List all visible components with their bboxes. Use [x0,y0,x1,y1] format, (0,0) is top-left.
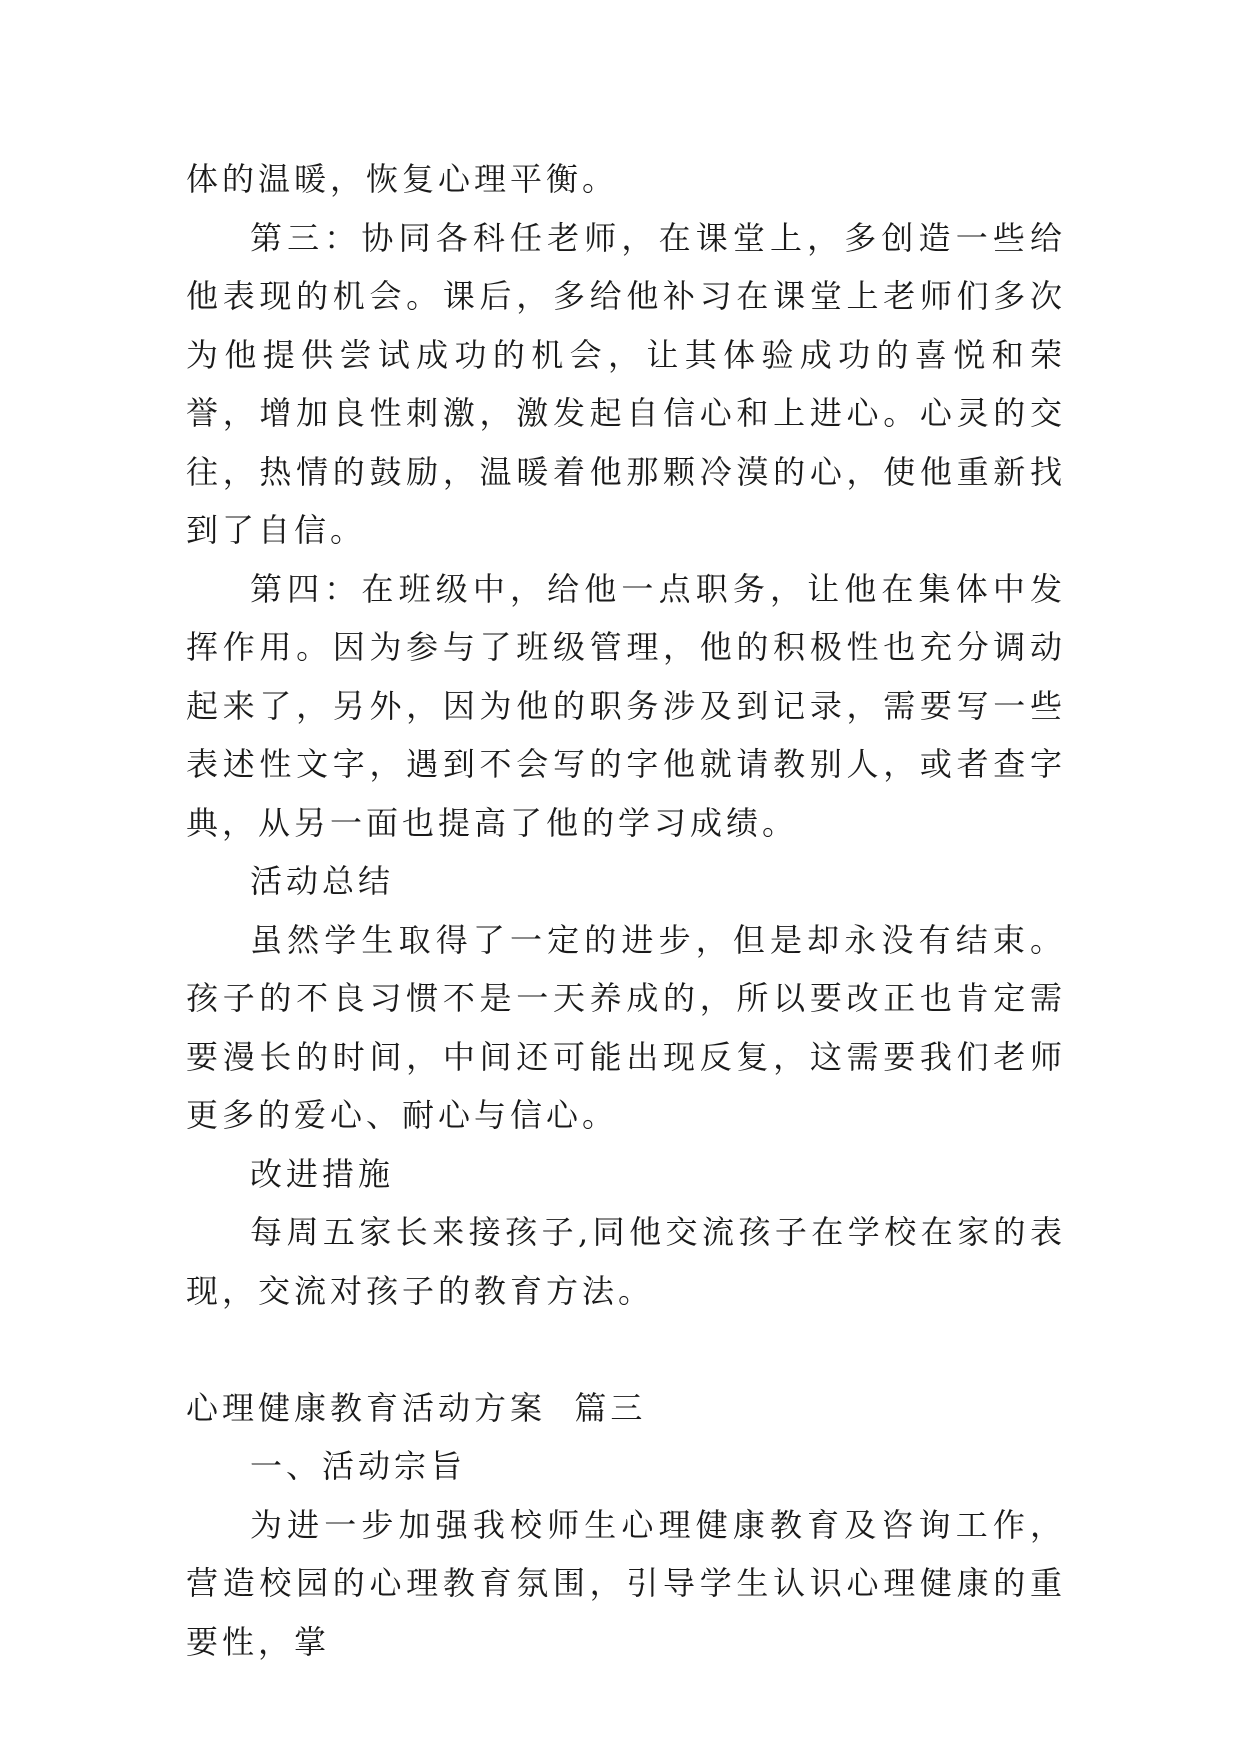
paragraph: 第三：协同各科任老师，在课堂上，多创造一些给他表现的机会。课后，多给他补习在课堂上老师们多次为他提供尝试成功的机会，让其体验成功的喜悦和荣誉，增加良性刺激，激发起自信心和上进心。心灵的交往，热情的鼓励，温暖着他那颗冷漠的心，使他重新找到了自信。 [186,218,1066,549]
paragraph: 体的温暖，恢复心理平衡。 [186,160,619,198]
paragraph: 虽然学生取得了一定的进步，但是却永没有结束。孩子的不良习惯不是一天养成的，所以要改正也肯定需要漫长的时间，中间还可能出现反复，这需要我们老师更多的爱心、耐心与信心。 [186,920,1066,1134]
section-title: 心理健康教育活动方案 篇三 [186,1388,647,1427]
document-body [186,150,1066,1671]
section-spacer [186,1320,1066,1379]
paragraph: 第四：在班级中，给他一点职务，让他在集体中发挥作用。因为参与了班级管理，他的积极性也充分调动起来了，另外，因为他的职务涉及到记录，需要写一些表述性文字，遇到不会写的字他就请教别人，或者查字典，从另一面也提高了他的学习成绩。 [186,569,1066,842]
subheading-improvement-measures: 改进措施 [250,1154,395,1193]
subheading-activity-summary: 活动总结 [250,862,395,900]
subheading-activity-purpose: 一、活动宗旨 [250,1447,467,1485]
paragraph: 每周五家长来接孩子,同他交流孩子在学校在家的表现，交流对孩子的教育方法。 [186,1213,1066,1310]
paragraph: 为进一步加强我校师生心理健康教育及咨询工作，营造校园的心理教育氛围，引导学生认识心理健康的重要性，掌 [186,1505,1066,1661]
